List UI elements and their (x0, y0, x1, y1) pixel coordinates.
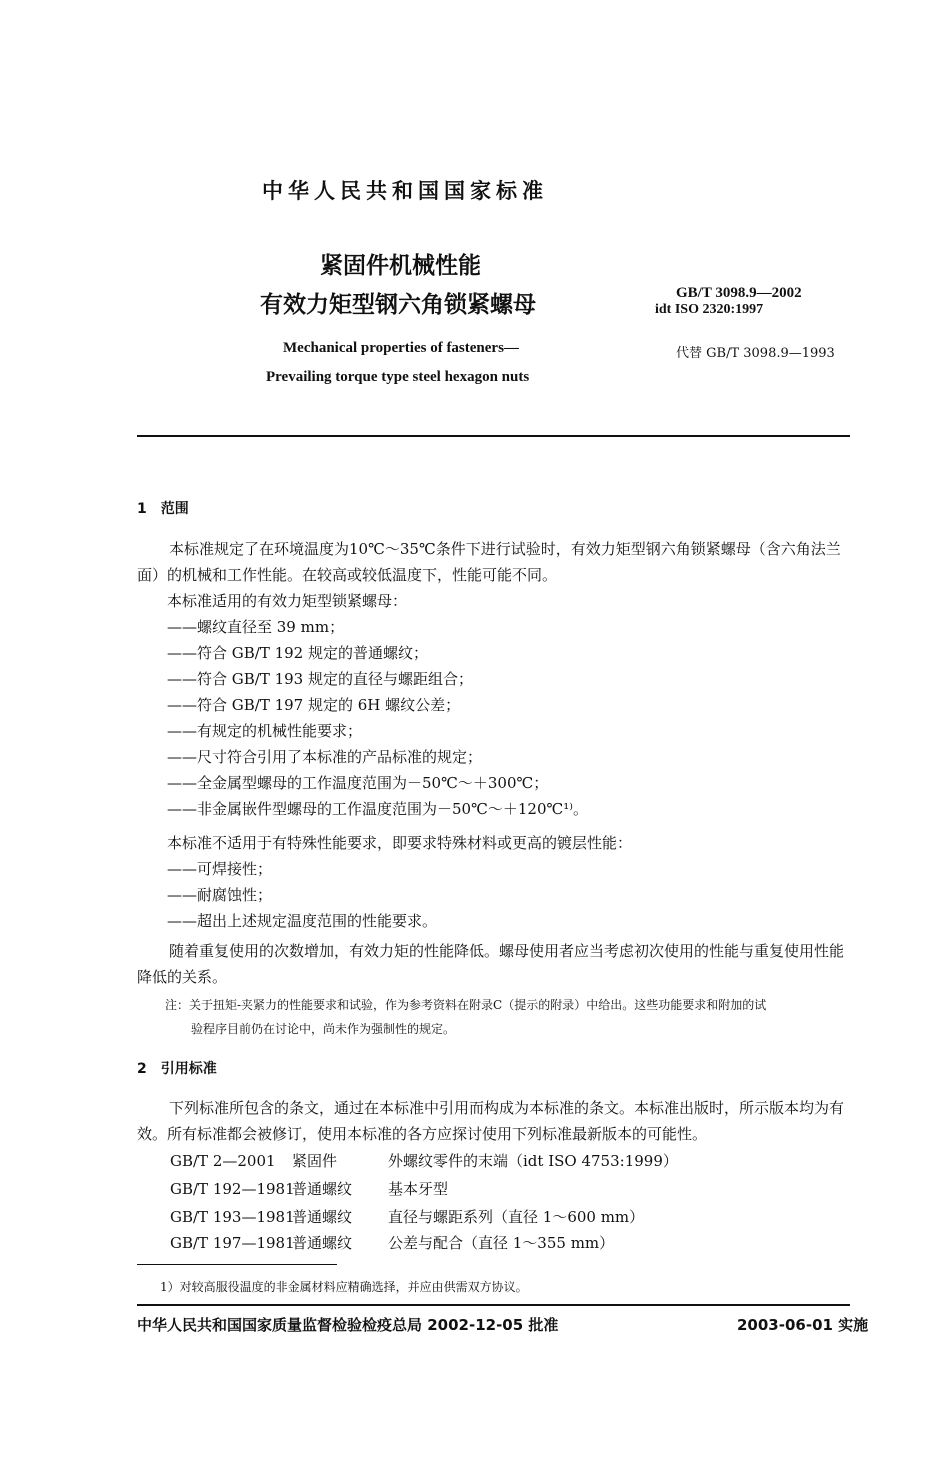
title-en-line-1: Mechanical properties of fasteners— (283, 340, 519, 356)
header-divider (137, 435, 850, 437)
title-cn-line-2: 有效力矩型钢六角锁紧螺母 (260, 292, 536, 318)
reference-row (170, 1178, 448, 1199)
section-1-heading: 1 范围 (137, 501, 189, 517)
reference-code: GB/T 2—2001 (170, 1152, 276, 1170)
section-2-heading: 2 引用标准 (137, 1061, 217, 1077)
scope-paragraph: 本标准规定了在环境温度为10℃～35℃条件下进行试验时，有效力矩型钢六角锁紧螺母（含六角法兰面）的机械和工作性能。在较高或较低温度下，性能可能不同。 (137, 540, 841, 584)
list-item: ——非金属嵌件型螺母的工作温度范围为－50℃～＋120℃¹⁾。 (167, 800, 588, 818)
list-item: ——可焊接性； (167, 860, 273, 878)
reference-code: GB/T 197—1981 (170, 1234, 295, 1252)
list-item: ——螺纹直径至 39 mm； (167, 618, 345, 636)
reference-row (170, 1206, 644, 1227)
footnote: 1）对较高服役温度的非金属材料应精确选择，并应由供需双方协议。 (160, 1280, 528, 1294)
list-item: ——符合 GB/T 192 规定的普通螺纹； (167, 644, 428, 662)
standard-idt: idt ISO 2320:1997 (655, 302, 764, 317)
list-item: ——符合 GB/T 193 规定的直径与螺距组合； (167, 670, 473, 688)
reference-category: 普通螺纹 (292, 1234, 353, 1252)
list-item: ——全金属型螺母的工作温度范围为－50℃～＋300℃； (167, 774, 549, 792)
reference-code: GB/T 193—1981 (170, 1208, 295, 1226)
references-intro: 下列标准所包含的条文，通过在本标准中引用而构成为本标准的条文。本标准出版时，所示版本均为有效。所有标准都会被修订，使用本标准的各方应探讨使用下列标准最新版本的可能性。 (137, 1099, 845, 1143)
applies-intro: 本标准适用的有效力矩型锁紧螺母： (167, 592, 408, 610)
reference-title: 公差与配合（直径 1～355 mm） (388, 1234, 615, 1252)
list-item: ——符合 GB/T 197 规定的 6H 螺纹公差； (167, 696, 461, 714)
footer-divider (137, 1304, 850, 1306)
reference-category: 普通螺纹 (292, 1180, 353, 1198)
standard-number: GB/T 3098.9—2002 (676, 285, 802, 301)
reuse-paragraph: 随着重复使用的次数增加，有效力矩的性能降低。螺母使用者应当考虑初次使用的性能与重复使用性能降低的关系。 (137, 942, 845, 986)
national-standard-header: 中华人民共和国国家标准 (262, 179, 548, 203)
reference-title: 基本牙型 (388, 1180, 449, 1198)
reference-category: 普通螺纹 (292, 1208, 353, 1226)
replaces-standard: 代替 GB/T 3098.9—1993 (676, 346, 835, 361)
effective-date: 2003-06-01 实施 (737, 1316, 869, 1334)
note (165, 993, 855, 1041)
title-en-line-2: Prevailing torque type steel hexagon nuts (266, 369, 530, 385)
reference-row (170, 1150, 678, 1171)
note-line-2: 验程序目前仍在讨论中，尚未作为强制性的规定。 (191, 1022, 456, 1036)
list-item: ——尺寸符合引用了本标准的产品标准的规定； (167, 748, 483, 766)
note-line-1: 注：关于扭矩-夹紧力的性能要求和试验，作为参考资料在附录C（提示的附录）中给出。这些功能要求和附加的试 (165, 998, 767, 1012)
issuer-approval: 中华人民共和国国家质量监督检验检疫总局 2002-12-05 批准 (137, 1316, 559, 1334)
reference-category: 紧固件 (292, 1152, 338, 1170)
title-cn-line-1: 紧固件机械性能 (320, 253, 481, 279)
reference-row (170, 1232, 614, 1253)
not-applies-intro: 本标准不适用于有特殊性能要求，即要求特殊材料或更高的镀层性能： (167, 834, 633, 852)
reference-code: GB/T 192—1981 (170, 1180, 295, 1198)
list-item: ——有规定的机械性能要求； (167, 722, 363, 740)
reference-title: 直径与螺距系列（直径 1～600 mm） (388, 1208, 645, 1226)
footnote-divider (137, 1264, 337, 1265)
list-item: ——耐腐蚀性； (167, 886, 273, 904)
reference-title: 外螺纹零件的末端（idt ISO 4753:1999） (388, 1152, 678, 1170)
list-item: ——超出上述规定温度范围的性能要求。 (167, 912, 438, 930)
